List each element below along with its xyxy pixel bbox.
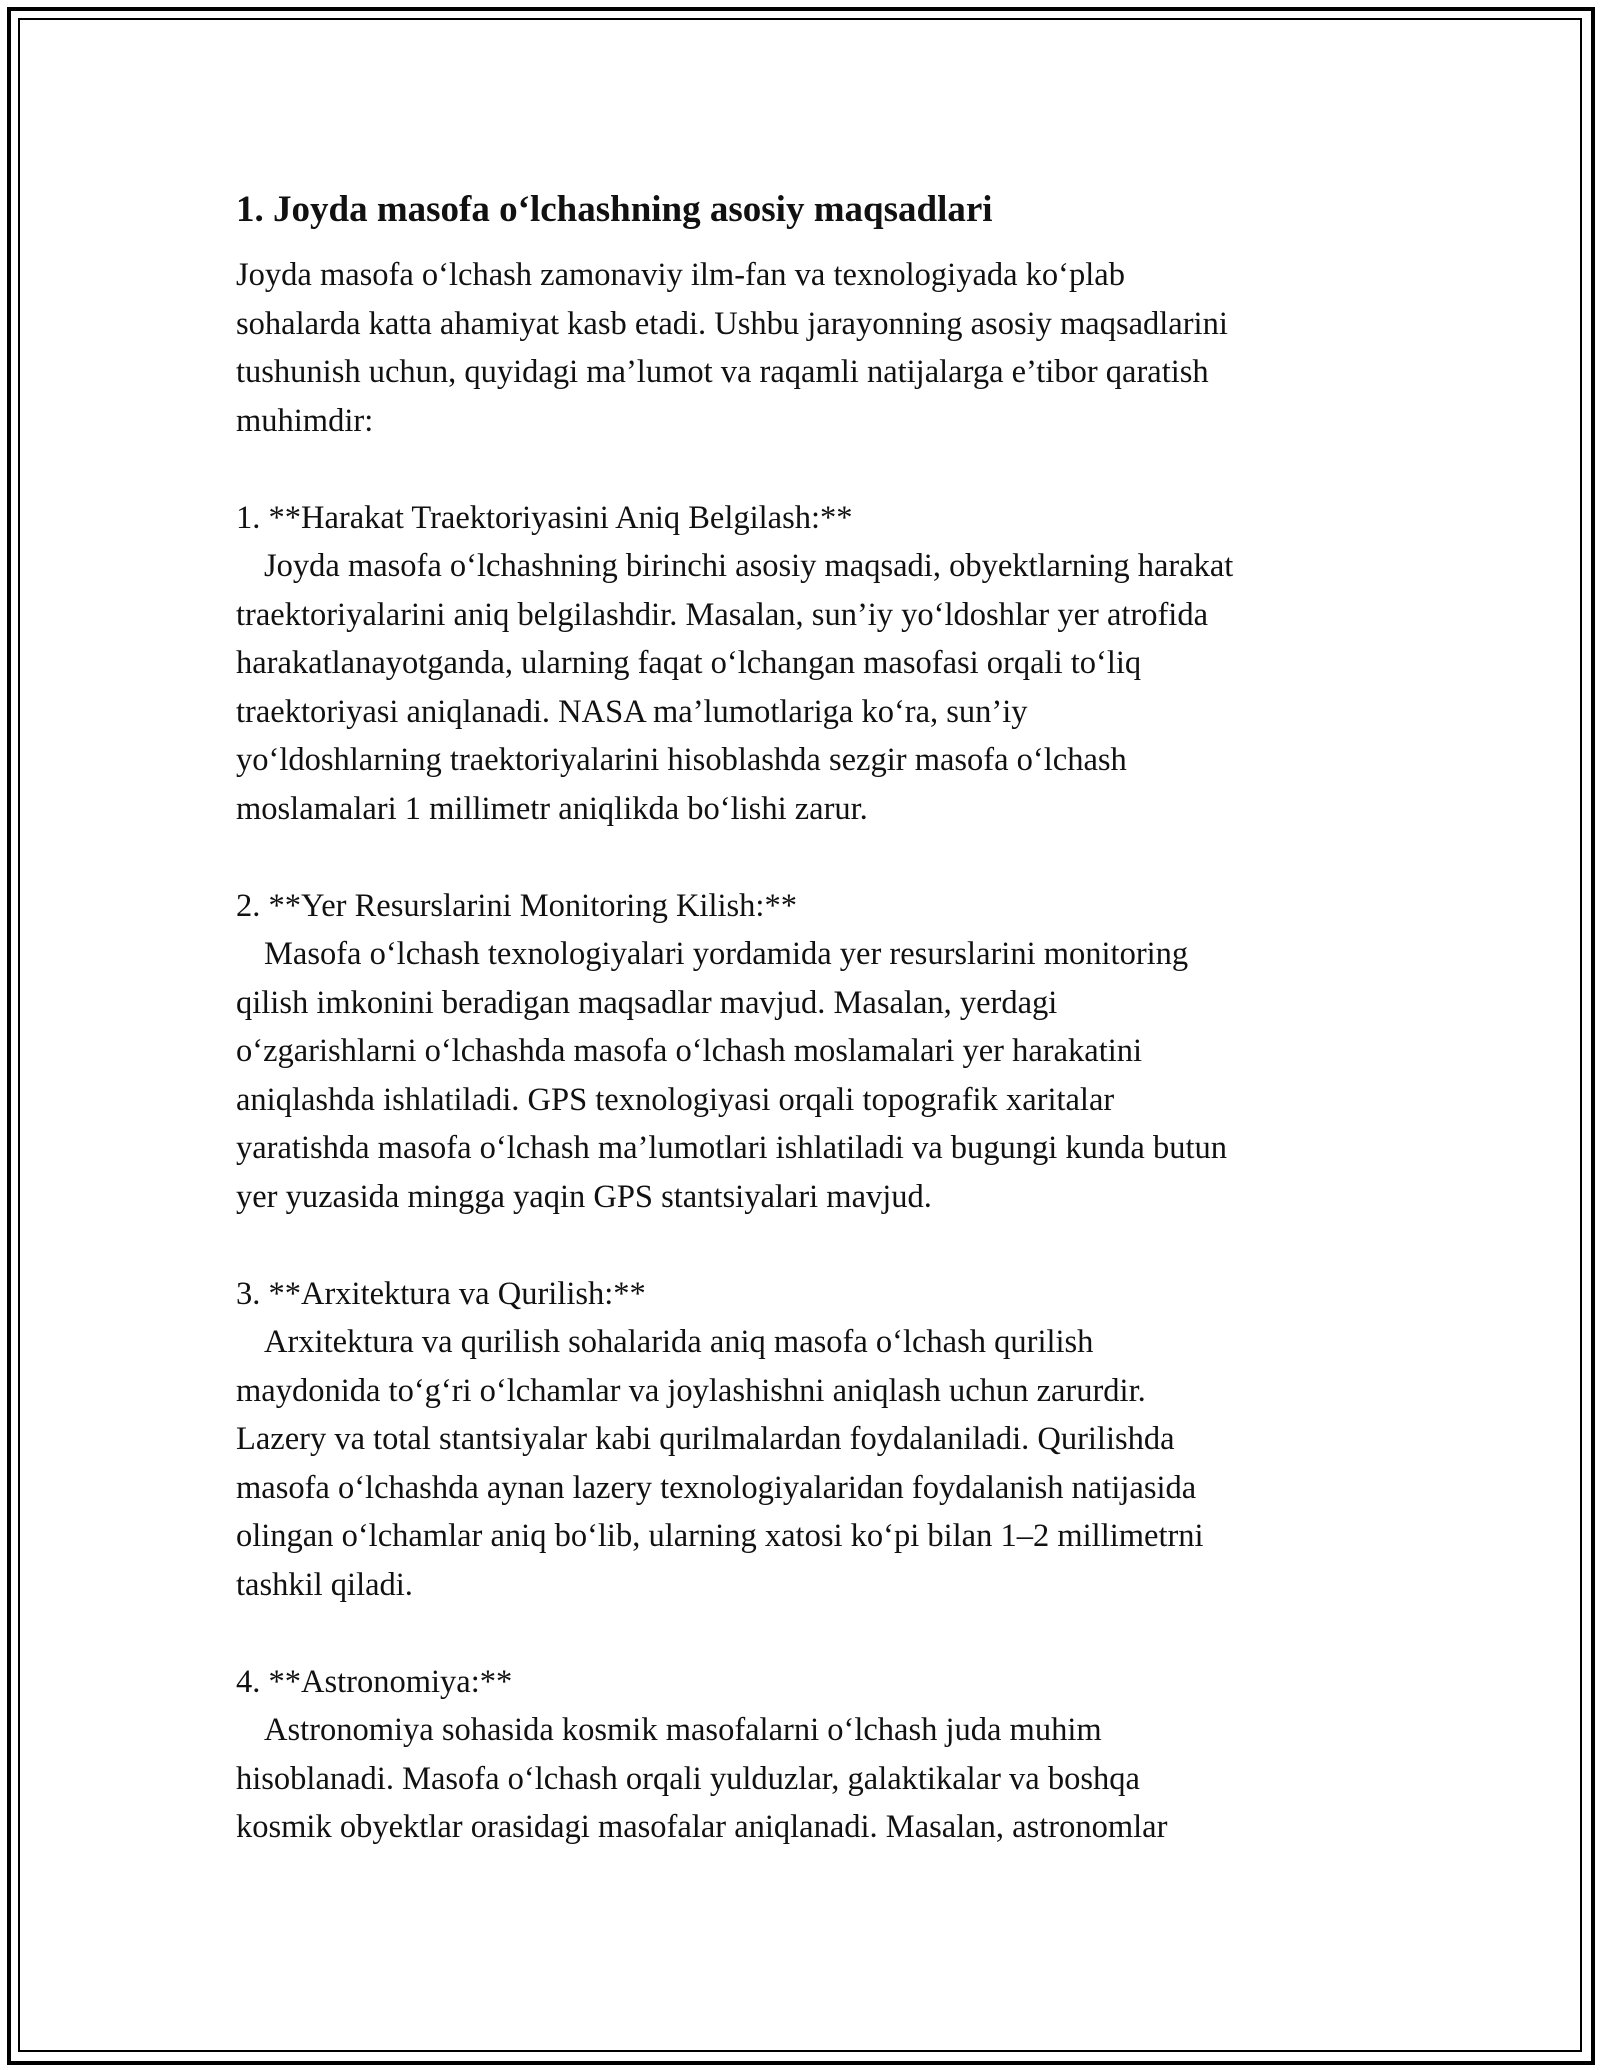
document-title: 1. Joyda masofa o‘lchashning asosiy maqsadlari [236,189,993,230]
list-item-text: Astronomiya sohasida kosmik masofalarni o‘lchash juda muhim hisoblanadi. Masofa o‘lchash orqali yulduzlar, galaktikalar va boshqa kosmik obyektlar orasidagi masofalar aniqlanadi. Masalan, astronomlar [236,1712,1168,1845]
list-item-heading: 3. **Arxitektura va Qurilish:** [236,1275,646,1312]
intro-paragraph: Joyda masofa o‘lchash zamonaviy ilm-fan va texnologiyada ko‘plab sohalarda katta ahamiyat kasb etadi. Ushbu jarayonning asosiy maqsadlarini tushunish uchun, quyidagi ma’lumot va raqamli natijalarga e’tibor qaratish muhimdir: [236,257,1228,439]
spacer [236,1221,1376,1270]
document-body [236,185,1376,1852]
list-item-text: Masofa o‘lchash texnologiyalari yordamida yer resurslarini monitoring qilish imkonini beradigan maqsadlar mavjud. Masalan, yerdagi o‘zgarishlarni o‘lchashda masofa o‘lchash moslamalari yer harakatini aniqlashda ishlatiladi. GPS texnologiyasi orqali topografik xaritalar yaratishda masofa o‘lchash ma’lumotlari ishlatiladi va bugungi kunda butun yer yuzasida mingga yaqin GPS stantsiyalari mavjud. [236,936,1228,1215]
list-item-heading: 1. **Harakat Traektoriyasini Aniq Belgilash:** [236,499,853,536]
spacer [236,833,1376,882]
list-item-text: Joyda masofa o‘lchashning birinchi asosiy maqsadi, obyektlarning harakat traektoriyalarini aniq belgilashdir. Masalan, sun’iy yo‘ldoshlar yer atrofida harakatlanayotganda, ularning faqat o‘lchangan masofasi orqali to‘liq traektoriyasi aniqlanadi. NASA ma’lumotlariga ko‘ra, sun’iy yo‘ldoshlarning traektoriyalarini hisoblashda sezgir masofa o‘lchash moslamalari 1 millimetr aniqlikda bo‘lishi zarur. [236,548,1234,827]
list-item [236,1658,1376,1852]
list-item-body [236,930,1376,1221]
list-item-heading: 4. **Astronomiya:** [236,1663,513,1700]
list-item-body [236,1706,1376,1852]
list-item-body [236,542,1376,833]
list-item-body [236,1318,1376,1609]
list-item [236,882,1376,1222]
spacer [236,1609,1376,1658]
list-item [236,494,1376,834]
list-item-text: Arxitektura va qurilish sohalarida aniq masofa o‘lchash qurilish maydonida to‘g‘ri o‘lchamlar va joylashishni aniqlash uchun zarurdir. Lazery va total stantsiyalar kabi qurilmalardan foydalaniladi. Qurilishda masofa o‘lchashda aynan lazery texnologiyalaridan foydalanish natijasida olingan o‘lchamlar aniq bo‘lib, ularning xatosi ko‘pi bilan 1–2 millimetrni tashkil qiladi. [236,1324,1204,1603]
spacer [236,445,1376,494]
list-item [236,1270,1376,1610]
list-item-heading: 2. **Yer Resurslarini Monitoring Kilish:** [236,887,797,924]
